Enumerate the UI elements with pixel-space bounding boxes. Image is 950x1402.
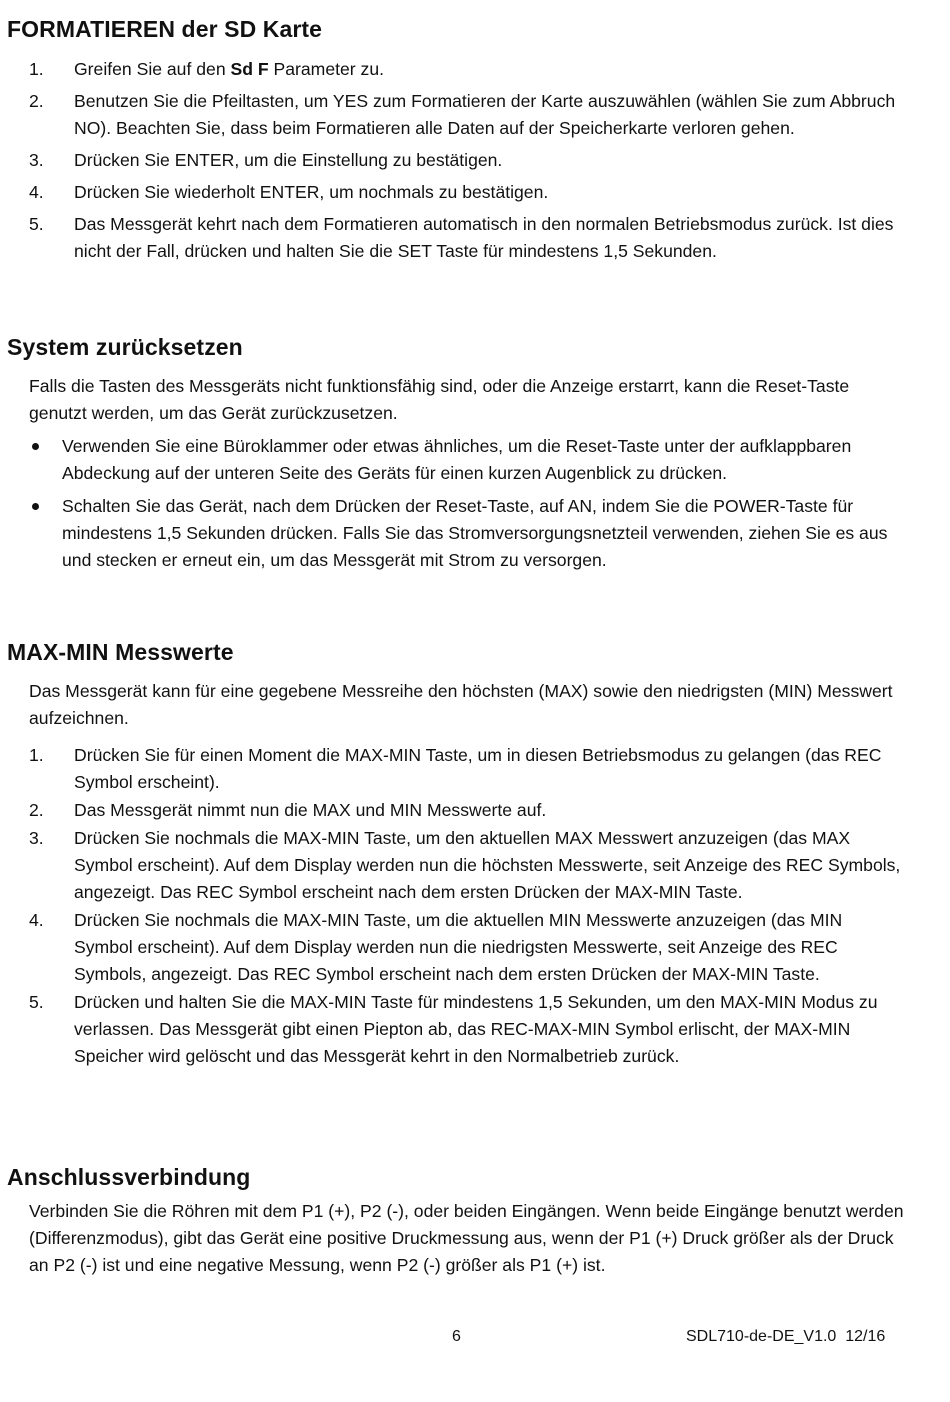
doc-date: 12/16 [845, 1328, 886, 1345]
list-item: 5. Drücken und halten Sie die MAX-MIN Taste für mindestens 1,5 Sekunden, um den MAX-MIN Modus zu verlassen. Das Messgerät gibt einen Piepton ab, das REC-MAX-MIN Symbol erlischt, der MAX-MIN Speicher wird gelöscht und das Messgerät kehrt in den Normalbetrieb zurück. [29, 992, 878, 1066]
list-item: 4. Drücken Sie nochmals die MAX-MIN Taste, um die aktuellen MIN Messwerte anzuzeigen (das MIN Symbol erscheint). Auf dem Display werden nun die niedrigsten Messwerte, seit Anzeige des REC Symbols, angezeigt. Das REC Symbol erscheint nach dem ersten Drücken der MAX-MIN Taste. [29, 910, 843, 984]
page-number: 6 [452, 1328, 461, 1345]
list-item: 3. Drücken Sie ENTER, um die Einstellung zu bestätigen. [29, 150, 503, 170]
doc-id: SDL710-de-DE_V1.0 [686, 1328, 837, 1345]
bullet-icon [32, 503, 39, 510]
connection-text: Verbinden Sie die Röhren mit dem P1 (+), P2 (-), oder beiden Eingängen. Wenn beide Eingänge benutzt werden (Differenzmodus), gibt das Gerät eine positive Druckmessung aus, wenn der P1 (+) Druck größer als der Druck an P2 (-) ist und eine negative Messung, wenn P2 (-) größer als P1 (+) ist. [29, 1201, 904, 1275]
section-title-connection: Anschlussverbindung [7, 1164, 251, 1190]
list-item: 4. Drücken Sie wiederholt ENTER, um nochmals zu bestätigen. [29, 182, 549, 202]
section-title-format: FORMATIEREN der SD Karte [7, 16, 323, 42]
bullet-icon [32, 443, 39, 450]
list-item: 2. Das Messgerät nimmt nun die MAX und MIN Messwerte auf. [29, 800, 547, 820]
maxmin-steps-list [29, 742, 901, 1070]
list-item: 3. Drücken Sie nochmals die MAX-MIN Taste, um den aktuellen MAX Messwert anzuzeigen (das MAX Symbol erscheint). Auf dem Display werden nun die höchsten Messwerte, seit Anzeige des REC Symbols, angezeigt. Das REC Symbol erscheint nach dem ersten Drücken der MAX-MIN Taste. [29, 828, 901, 902]
list-item: 2. Benutzen Sie die Pfeiltasten, um YES zum Formatieren der Karte auszuwählen (wählen Sie zum Abbruch NO). Beachten Sie, dass beim Formatieren alle Daten auf der Speicherkarte verloren gehen. [29, 91, 896, 138]
section-title-maxmin: MAX-MIN Messwerte [7, 639, 234, 665]
list-item: 1. Drücken Sie für einen Moment die MAX-MIN Taste, um in diesen Betriebsmodus zu gelangen (das REC Symbol erscheint). [29, 745, 882, 792]
list-item: 5. Das Messgerät kehrt nach dem Formatieren automatisch in den normalen Betriebsmodus zurück. Ist dies nicht der Fall, drücken und halten Sie die SET Taste für mindestens 1,5 Sekunden. [29, 214, 894, 261]
section-title-reset: System zurücksetzen [7, 334, 243, 360]
list-item: Schalten Sie das Gerät, nach dem Drücken der Reset-Taste, auf AN, indem Sie die POWER-Taste für mindestens 1,5 Sekunden drücken. Falls Sie das Stromversorgungsnetzteil verwenden, ziehen Sie es aus und stecken er erneut ein, um das Messgerät mit Strom zu versorgen. [29, 493, 899, 574]
document-id [686, 1327, 885, 1347]
format-steps-list [29, 56, 901, 265]
list-item: Verwenden Sie eine Büroklammer oder etwas ähnliches, um die Reset-Taste unter der aufklappbaren Abdeckung auf der unteren Seite des Geräts für einen kurzen Augenblick zu drücken. [29, 433, 899, 487]
list-item: 1. Greifen Sie auf den Sd F Parameter zu. [29, 59, 385, 79]
maxmin-intro: Das Messgerät kann für eine gegebene Messreihe den höchsten (MAX) sowie den niedrigsten (MIN) Messwert aufzeichnen. [29, 681, 893, 728]
reset-bullet-list [29, 433, 899, 574]
parameter-name: Sd F [230, 59, 269, 79]
reset-intro: Falls die Tasten des Messgeräts nicht funktionsfähig sind, oder die Anzeige erstarrt, kann die Reset-Taste genutzt werden, um das Gerät zurückzusetzen. [29, 376, 850, 423]
